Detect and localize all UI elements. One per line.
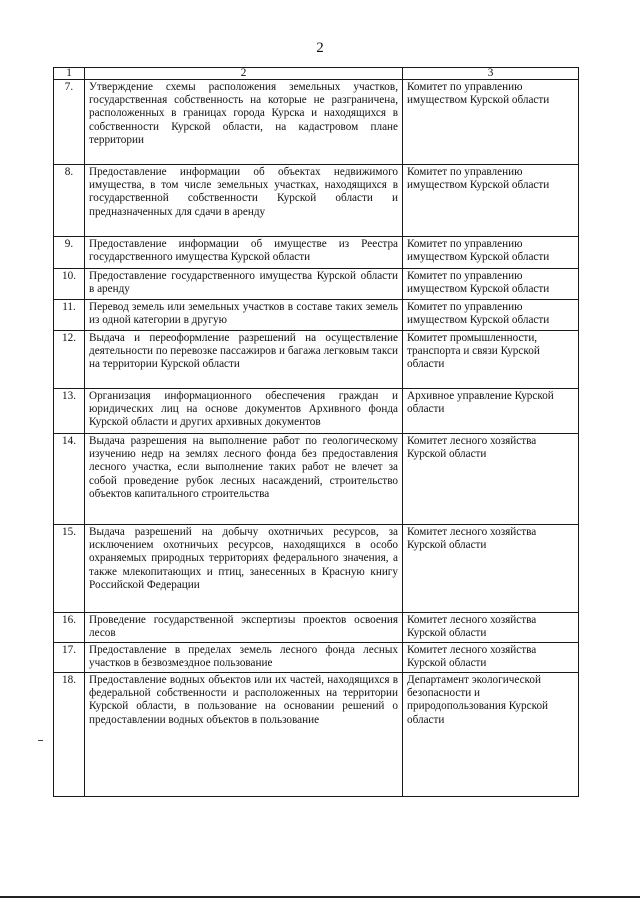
service-name: Проведение государственной экспертизы проектов освоения лесов [85,613,403,643]
table-row [54,643,579,673]
table-row [54,269,579,300]
responsible-agency: Комитет по управлению имуществом Курской области [403,165,579,237]
table-row [54,434,579,525]
row-number: 16. [54,613,85,643]
table-row [54,389,579,434]
row-number: 15. [54,525,85,613]
table-row [54,300,579,331]
row-number: 9. [54,237,85,269]
responsible-agency: Комитет по управлению имуществом Курской области [403,269,579,300]
row-number: 11. [54,300,85,331]
service-name: Предоставление информации об объектах недвижимого имущества, в том числе земельных участках, находящихся в государственной собственности Курской области и предназначенных для сдачи в аренду [85,165,403,237]
row-number: 14. [54,434,85,525]
row-number: 7. [54,80,85,165]
responsible-agency: Архивное управление Курской области [403,389,579,434]
header-col-service: 2 [85,68,403,80]
row-number: 10. [54,269,85,300]
row-number: 8. [54,165,85,237]
row-number: 17. [54,643,85,673]
row-number: 18. [54,673,85,797]
responsible-agency: Комитет лесного хозяйства Курской области [403,525,579,613]
responsible-agency: Комитет по управлению имуществом Курской области [403,300,579,331]
service-name: Предоставление информации об имуществе из Реестра государственного имущества Курской области [85,237,403,269]
table-header-row [54,68,579,80]
table-row [54,165,579,237]
table-row [54,673,579,797]
responsible-agency: Комитет промышленности, транспорта и связи Курской области [403,331,579,389]
margin-mark [38,740,43,741]
responsible-agency: Комитет по управлению имуществом Курской области [403,80,579,165]
service-name: Перевод земель или земельных участков в составе таких земель из одной категории в другую [85,300,403,331]
page-bottom-rule [0,896,640,898]
service-name: Выдача и переоформление разрешений на осуществление деятельности по перевозке пассажиров и багажа легковым такси на территории Курской области [85,331,403,389]
service-name: Организация информационного обеспечения граждан и юридических лиц на основе документов Архивного фонда Курской области и других архивных документов [85,389,403,434]
table-row [54,237,579,269]
row-number: 13. [54,389,85,434]
service-name: Утверждение схемы расположения земельных участков, государственная собственность на которые не разграничена, расположенных в границах города Курска и находящихся в собственности Курской области, на кадастровом плане территории [85,80,403,165]
table-row [54,80,579,165]
row-number: 12. [54,331,85,389]
services-table [53,67,579,797]
responsible-agency: Департамент экологической безопасности и природопользования Курской области [403,673,579,797]
page-number: 2 [316,40,324,56]
service-name: Предоставление в пределах земель лесного фонда лесных участков в безвозмездное пользование [85,643,403,673]
service-name: Предоставление водных объектов или их частей, находящихся в федеральной собственности и расположенных на территории Курской области, в пользование на основании решений о предоставлении водных объектов в пользование [85,673,403,797]
responsible-agency: Комитет лесного хозяйства Курской области [403,643,579,673]
service-name: Предоставление государственного имущества Курской области в аренду [85,269,403,300]
service-name: Выдача разрешений на добычу охотничьих ресурсов, за исключением охотничьих ресурсов, находящихся в особо охраняемых природных территориях федерального значения, а также млекопитающих и птиц, занесенных в Красную книгу Российской Федерации [85,525,403,613]
responsible-agency: Комитет лесного хозяйства Курской области [403,434,579,525]
header-col-number: 1 [54,68,85,80]
table-row [54,331,579,389]
header-col-agency: 3 [403,68,579,80]
table-row [54,613,579,643]
responsible-agency: Комитет по управлению имуществом Курской области [403,237,579,269]
table-row [54,525,579,613]
responsible-agency: Комитет лесного хозяйства Курской области [403,613,579,643]
service-name: Выдача разрешения на выполнение работ по геологическому изучению недр на землях лесного фонда без предоставления лесного участка, если выполнение таких работ не влечет за собой проведение рубок лесных насаждений, строительство объектов капитального строительства [85,434,403,525]
